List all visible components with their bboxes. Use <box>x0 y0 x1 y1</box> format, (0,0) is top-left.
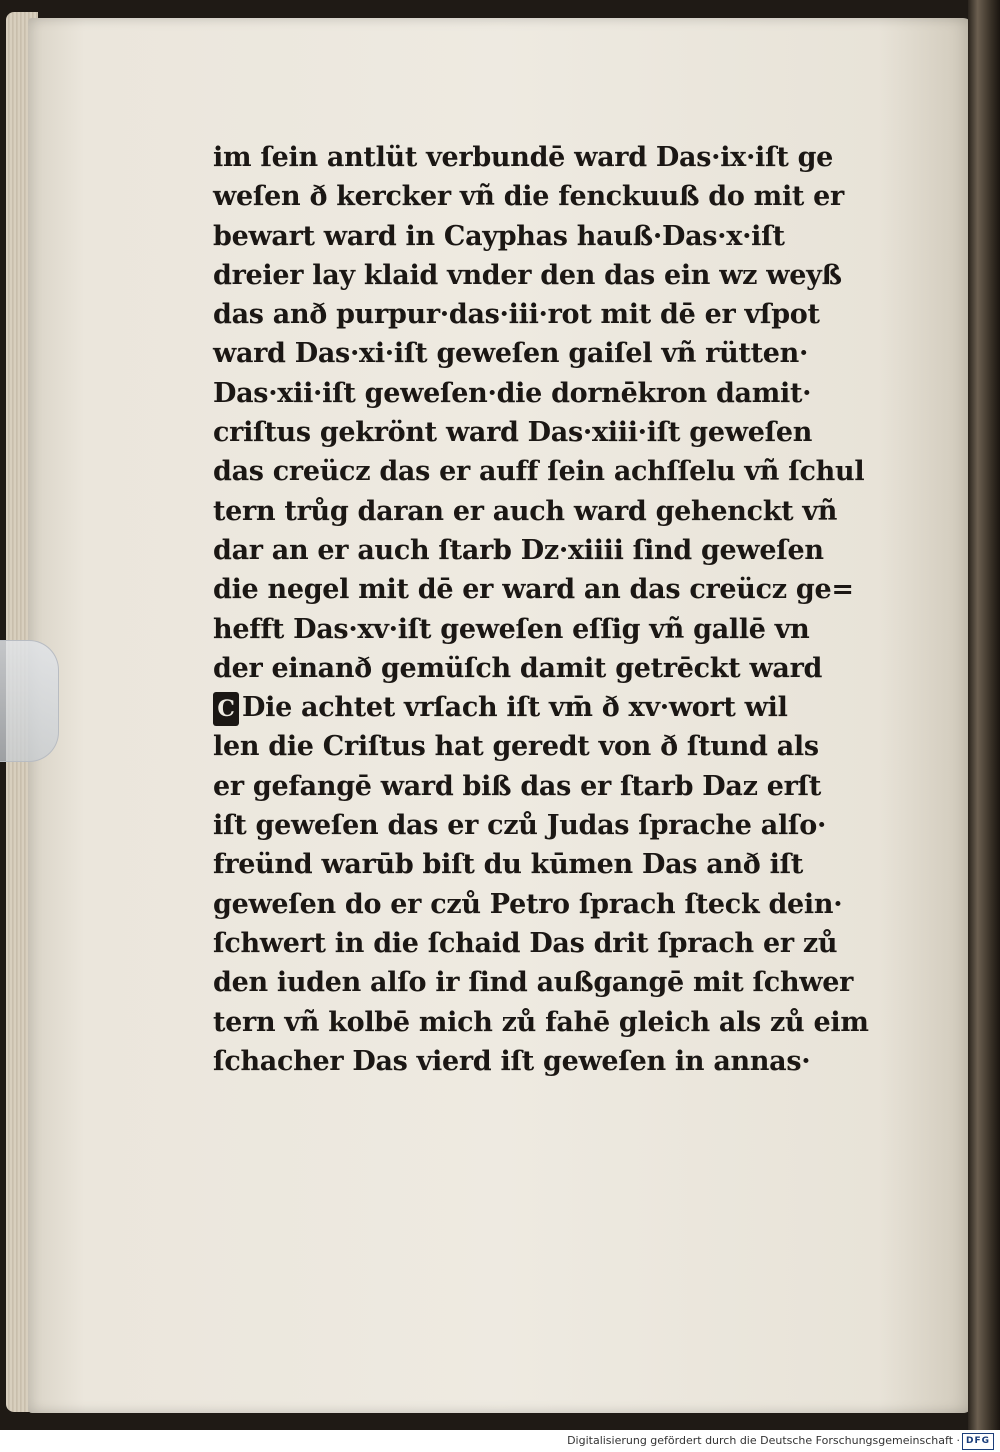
text-line-9: das creücz das er auff ſein achſſelu vñ ſchul <box>213 456 865 488</box>
text-line-10: tern trůg daran er auch ward gehenckt vñ <box>213 495 838 527</box>
text-line-4: dreier lay klaid vnder den das ein wz weyß <box>213 259 842 291</box>
text-line-8: criſtus gekrönt ward Das·xiii·iſt geweſen <box>213 417 813 449</box>
text-line-2: weſen ð kercker vñ die fenckuuß do mit er <box>213 181 844 213</box>
binding-gutter <box>968 0 1000 1430</box>
text-line-6: ward Das·xi·iſt geweſen gaiſel vñ rütten· <box>213 338 809 370</box>
text-line-16: len die Criſtus hat geredt von ð ſtund als <box>213 731 819 763</box>
text-line-15-content: Die achtet vrſach iſt vm̄ ð xv·wort wil <box>242 692 788 724</box>
page-clip <box>0 640 59 762</box>
footer-bar <box>0 1430 1000 1452</box>
text-line-23: tern vñ kolbē mich zů fahē gleich als zů eim <box>213 1006 869 1038</box>
text-line-22: den iuden alſo ir ſind außgangē mit ſchwer <box>213 967 854 999</box>
text-line-1: im ſein antlüt verbundē ward Das·ix·iſt ge <box>213 142 834 173</box>
text-line-11: dar an er auch ſtarb Dz·xiiii ſind geweſen <box>213 534 824 566</box>
text-line-14: der einanð gemüſch damit getrēckt ward <box>213 652 823 684</box>
paragraph-mark: C <box>213 692 239 726</box>
text-line-19: freünd warūb biſt du kūmen Das anð iſt <box>213 849 804 881</box>
dfg-logo-icon: DFG <box>962 1433 994 1450</box>
text-line-13: hefft Das·xv·iſt geweſen eſſig vñ gallē vn <box>213 613 810 645</box>
text-line-21: ſchwert in die ſchaid Das drit ſprach er zů <box>213 927 838 959</box>
text-line-7: Das·xii·iſt geweſen·die dornēkron damit· <box>213 377 812 409</box>
text-line-3: bewart ward in Cayphas hauß·Das·x·iſt <box>213 220 785 252</box>
text-line-12: die negel mit dē er ward an das creücz ge= <box>213 574 854 606</box>
text-line-20: geweſen do er czů Petro ſprach ſteck dein· <box>213 888 843 920</box>
text-line-17: er gefangē ward biß das er ſtarb Daz erſt <box>213 770 822 802</box>
text-line-18: iſt geweſen das er czů Judas ſprache alſo· <box>213 810 827 842</box>
text-line-5: das anð purpur·das·iii·rot mit dē er vſpot <box>213 299 820 331</box>
digitization-credit: Digitalisierung gefördert durch die Deutsche Forschungsgemeinschaft · <box>567 1434 960 1447</box>
blackletter-text-block <box>213 138 869 1081</box>
text-line-24: ſchacher Das vierd iſt geweſen in annas· <box>213 1045 811 1077</box>
text-line-15 <box>213 688 863 727</box>
